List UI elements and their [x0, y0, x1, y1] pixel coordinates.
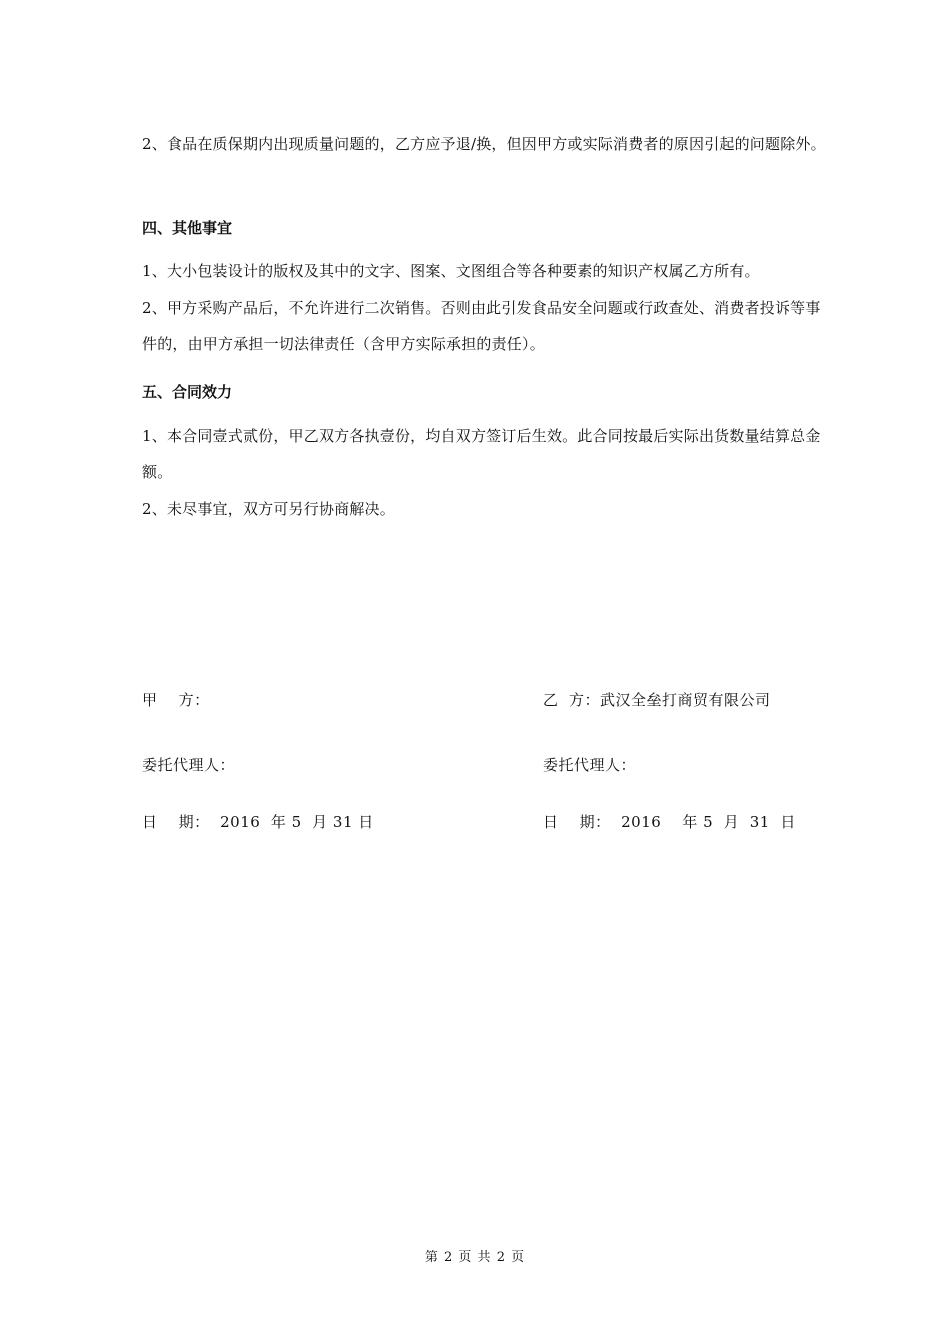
other-matters-item-1: 1、大小包装设计的版权及其中的文字、图案、文图组合等各种要素的知识产权属乙方所有。 [142, 262, 760, 280]
party-a-date: 日 期： 2016 年 5 月 31 日 [142, 813, 374, 831]
party-a-label: 甲 方： [142, 691, 210, 709]
validity-item-2: 2、未尽事宜，双方可另行协商解决。 [142, 500, 395, 518]
quality-item-2: 2、食品在质保期内出现质量问题的，乙方应予退/换，但因甲方或实际消费者的原因引起的问题除外。 [142, 135, 826, 153]
party-b-agent: 委托代理人： [543, 756, 637, 774]
party-b-date: 日 期： 2016 年 5 月 31 日 [543, 813, 796, 831]
validity-item-1: 1、本合同壹式贰份，甲乙双方各执壹份，均自双方签订后生效。此合同按最后实际出货数量结算总金额。 [142, 427, 821, 481]
section-heading-other-matters: 四、其他事宜 [142, 219, 233, 237]
other-matters-item-2: 2、甲方采购产品后，不允许进行二次销售。否则由此引发食品安全问题或行政查处、消费者投诉等事件的，由甲方承担一切法律责任（含甲方实际承担的责任）。 [142, 299, 821, 353]
page-footer: 第 2 页 共 2 页 [424, 1250, 526, 1265]
party-b-label: 乙 方：武汉全垒打商贸有限公司 [543, 691, 771, 709]
party-a-agent: 委托代理人： [142, 756, 236, 774]
section-heading-validity: 五、合同效力 [142, 383, 233, 401]
